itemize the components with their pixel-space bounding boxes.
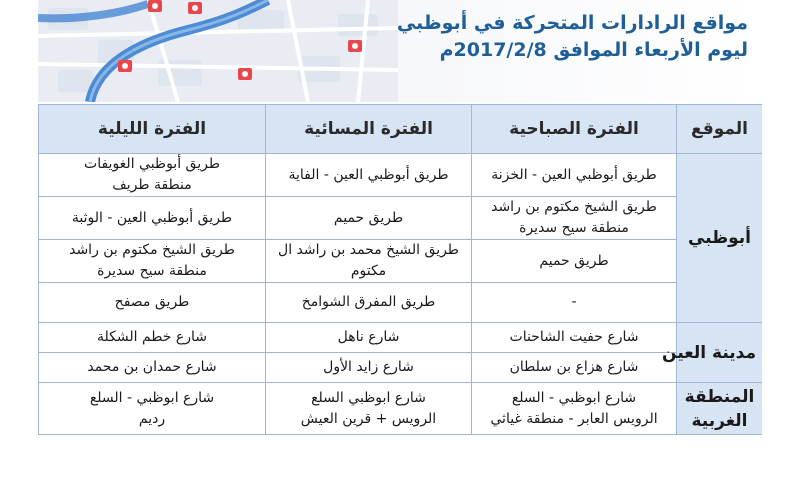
night-cell xyxy=(39,283,266,323)
table-row xyxy=(39,383,763,435)
road-name: شارع ابوظبي - السلع xyxy=(89,389,215,406)
header-night: الفترة الليلية xyxy=(39,105,266,154)
road-name: منطقة طريف xyxy=(112,177,192,193)
evening-cell xyxy=(266,383,472,435)
title-line-2 xyxy=(358,37,748,64)
road-name: شارع خطم الشكلة xyxy=(97,329,207,345)
header-morning: الفترة الصباحية xyxy=(472,105,677,154)
road-name: طريق حميم xyxy=(333,209,404,226)
location-cell xyxy=(677,383,763,435)
road-name: طريق الشيخ مكتوم بن راشد xyxy=(69,242,235,258)
radar-schedule-table xyxy=(38,104,762,435)
table-body xyxy=(39,154,763,435)
location-label: المنطقة xyxy=(684,386,755,407)
road-name: شارع حفيت الشاحنات xyxy=(509,329,639,345)
morning-cell xyxy=(472,240,677,283)
radar-pin-icon xyxy=(148,0,162,12)
night-cell xyxy=(39,383,266,435)
road-name: شارع ناهل xyxy=(337,329,400,345)
location-label: مدينة العين xyxy=(662,342,756,363)
road-name: شارع هزاع بن سلطان xyxy=(509,359,639,375)
table-row xyxy=(39,240,763,283)
road-name: الرويس + قرين العيش xyxy=(300,410,437,427)
road-name: الرويس العابر - منطقة غياثي xyxy=(490,410,658,427)
night-cell xyxy=(39,353,266,383)
road-name: شارع حمدان بن محمد xyxy=(87,359,217,375)
night-cell xyxy=(39,197,266,240)
table-row xyxy=(39,353,763,383)
road-name: طريق أبوظبي العين - الوثبة xyxy=(71,209,233,226)
morning-cell xyxy=(472,283,677,323)
road-name: مكتوم xyxy=(350,263,387,279)
road-name: طريق أبوظبي الغويفات xyxy=(84,156,220,172)
morning-cell xyxy=(472,353,677,383)
road-name: طريق المفرق الشوامخ xyxy=(301,294,436,310)
night-cell xyxy=(39,154,266,197)
road-name: شارع ابوظبي السلع xyxy=(311,389,426,406)
document-page xyxy=(38,0,762,500)
radar-pin-icon xyxy=(188,2,202,14)
evening-cell xyxy=(266,154,472,197)
road-name: طريق مصفح xyxy=(114,294,190,310)
evening-cell xyxy=(266,283,472,323)
location-cell xyxy=(662,323,763,383)
header-location: الموقع xyxy=(677,105,763,154)
header-banner xyxy=(38,0,762,102)
road-name: طريق الشيخ محمد بن راشد ال xyxy=(278,242,459,258)
evening-cell xyxy=(266,197,472,240)
night-cell xyxy=(39,323,266,353)
morning-cell xyxy=(472,323,677,353)
evening-cell xyxy=(266,353,472,383)
morning-cell xyxy=(472,154,677,197)
road-name: شارع ابوظبي - السلع xyxy=(511,389,637,406)
table-header-row xyxy=(39,105,763,154)
title-line-1: مواقع الرادارات المتحركة في أبوظبي xyxy=(396,12,748,34)
road-name: طريق أبوظبي العين - الخزنة xyxy=(491,166,657,183)
evening-cell xyxy=(266,323,472,353)
title-date: 2017/2/8م xyxy=(439,39,547,61)
morning-cell xyxy=(472,383,677,435)
morning-cell xyxy=(472,197,677,240)
table-row xyxy=(39,197,763,240)
location-cell xyxy=(677,154,763,323)
table-row xyxy=(39,154,763,197)
title-day-text: ليوم الأربعاء الموافق xyxy=(546,39,748,61)
location-label: أبوظبي xyxy=(687,228,752,248)
road-name: طريق حميم xyxy=(539,252,609,269)
header-evening: الفترة المسائية xyxy=(266,105,472,154)
road-name: شارع زايد الأول xyxy=(323,359,414,375)
road-name: - xyxy=(571,294,577,310)
location-label: الغربية xyxy=(691,410,748,431)
radar-pin-icon xyxy=(238,68,252,80)
road-name: طريق أبوظبي العين - الفاية xyxy=(288,166,449,183)
night-cell xyxy=(39,240,266,283)
road-name: طريق الشيخ مكتوم بن راشد xyxy=(491,199,657,215)
map-illustration xyxy=(38,0,398,102)
page-title xyxy=(358,10,748,64)
evening-cell xyxy=(266,240,472,283)
radar-pin-icon xyxy=(118,60,132,72)
table-row xyxy=(39,283,763,323)
table-row xyxy=(39,323,763,353)
road-name: منطقة سيح سديرة xyxy=(519,220,629,236)
road-name: منطقة سيح سديرة xyxy=(97,263,207,279)
road-name: رديم xyxy=(138,410,166,427)
